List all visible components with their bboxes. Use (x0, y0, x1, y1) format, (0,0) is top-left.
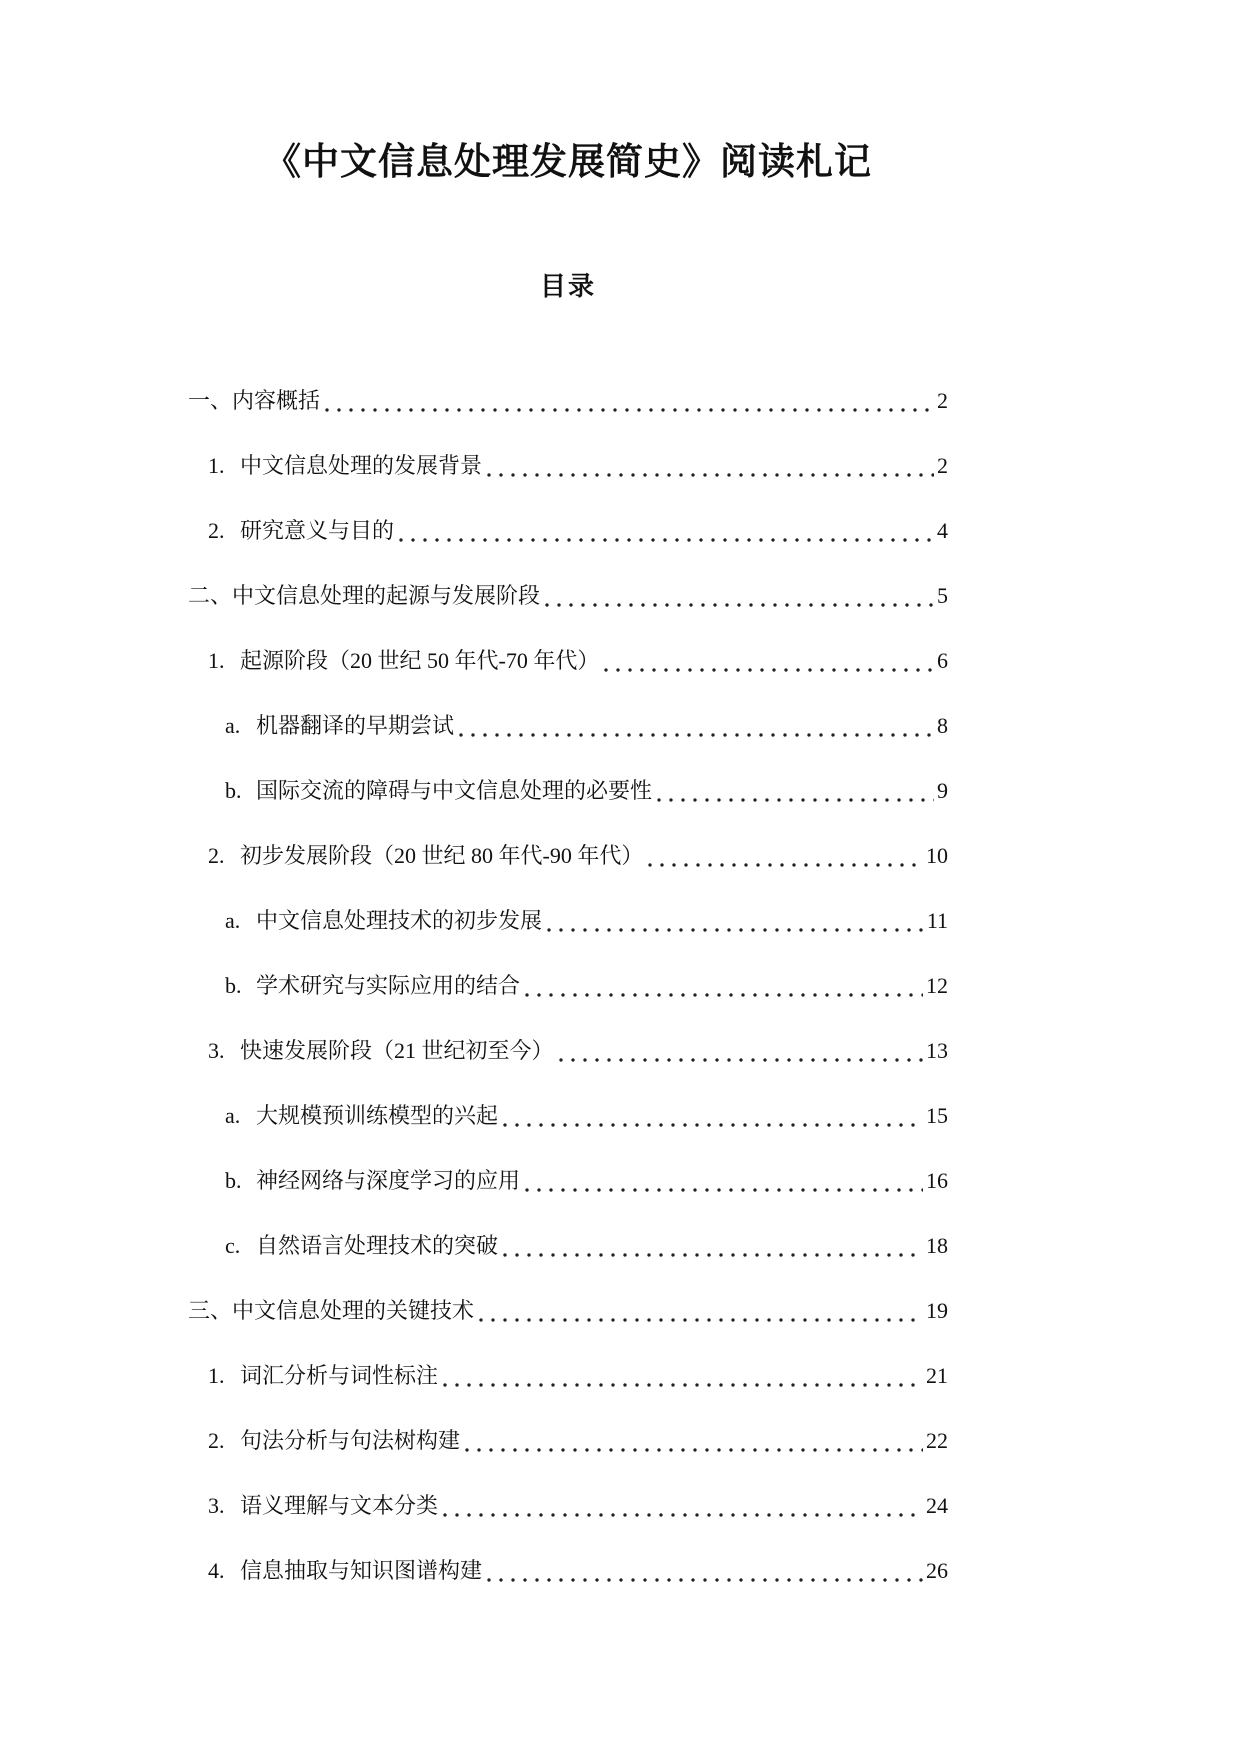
toc-entry-label: 2. (208, 1428, 225, 1453)
toc-entry-label: 2. (208, 843, 225, 868)
toc-entry-label: 一、 (188, 388, 233, 413)
toc-entry-text: 中文信息处理的发展背景 (240, 453, 483, 478)
toc-entry[interactable] (188, 1083, 948, 1148)
toc-page-number: 12 (926, 973, 948, 998)
toc-entry[interactable] (188, 1473, 948, 1538)
toc-entry-text: 句法分析与句法树构建 (240, 1428, 461, 1453)
toc-page-number: 13 (926, 1038, 948, 1063)
toc-entry-text: 学术研究与实际应用的结合 (256, 973, 521, 998)
toc-page-number: 8 (937, 713, 948, 738)
toc-page-number: 18 (926, 1233, 948, 1258)
toc-entry[interactable] (188, 368, 948, 433)
toc-entry[interactable] (188, 693, 948, 758)
toc-page-number: 26 (926, 1558, 948, 1583)
dot-leader (521, 1148, 923, 1213)
document-title: 《中文信息处理发展简史》阅读札记 (264, 142, 872, 183)
toc-entry-label: c. (225, 1233, 241, 1258)
toc-entry-label: a. (225, 1103, 241, 1128)
toc-entry-text: 机器翻译的早期尝试 (256, 713, 455, 738)
toc-entry-label: b. (225, 973, 242, 998)
toc-page-number: 6 (937, 648, 948, 673)
dot-leader (475, 1278, 923, 1343)
toc-entry[interactable] (188, 823, 948, 888)
toc-entry-text: 中文信息处理的起源与发展阶段 (232, 583, 541, 608)
toc-entry[interactable] (188, 1538, 948, 1603)
toc-entry[interactable] (188, 953, 948, 1018)
toc-page-number: 2 (937, 388, 948, 413)
toc-entry-text: 信息抽取与知识图谱构建 (240, 1558, 483, 1583)
toc-page-number: 19 (926, 1298, 948, 1323)
toc-page-number: 22 (926, 1428, 948, 1453)
toc-entry-label: 4. (208, 1558, 225, 1583)
dot-leader (461, 1408, 923, 1473)
toc-page-number: 15 (926, 1103, 948, 1128)
toc-entry-label: a. (225, 908, 241, 933)
dot-leader (439, 1473, 923, 1538)
dot-leader (499, 1083, 923, 1148)
toc-entry-label: 三、 (188, 1298, 233, 1323)
toc-page-number: 2 (937, 453, 948, 478)
toc-entry-label: 1. (208, 648, 225, 673)
toc-entry[interactable] (188, 628, 948, 693)
toc-entry-text: 中文信息处理的关键技术 (232, 1298, 475, 1323)
toc-entry-text: 中文信息处理技术的初步发展 (256, 908, 543, 933)
toc-entry-text: 国际交流的障碍与中文信息处理的必要性 (256, 778, 653, 803)
toc-page-number: 5 (937, 583, 948, 608)
toc-entry-label: 2. (208, 518, 225, 543)
dot-leader (395, 498, 934, 563)
toc-entry-text: 大规模预训练模型的兴起 (256, 1103, 499, 1128)
dot-leader (543, 888, 924, 953)
toc-entry[interactable] (188, 1343, 948, 1408)
toc-page-number: 16 (926, 1168, 948, 1193)
toc-entry[interactable] (188, 563, 948, 628)
toc-entry[interactable] (188, 1408, 948, 1473)
toc-entry-label: 二、 (188, 583, 233, 608)
toc-entry-text: 初步发展阶段（20 世纪 80 年代-90 年代） (240, 843, 644, 868)
toc-page-number: 4 (937, 518, 948, 543)
toc-entry-label: b. (225, 778, 242, 803)
toc-entry[interactable] (188, 1148, 948, 1213)
toc-entry[interactable] (188, 888, 948, 953)
dot-leader (483, 1538, 923, 1603)
toc-entry-text: 神经网络与深度学习的应用 (256, 1168, 521, 1193)
dot-leader (555, 1018, 923, 1083)
toc-entry-text: 快速发展阶段（21 世纪初至今） (240, 1038, 554, 1063)
toc-entry-label: b. (225, 1168, 242, 1193)
toc-entry-text: 词汇分析与词性标注 (240, 1363, 439, 1388)
dot-leader (439, 1343, 923, 1408)
toc-entry-label: 3. (208, 1493, 225, 1518)
toc-entry-label: 1. (208, 1363, 225, 1388)
dot-leader (521, 953, 923, 1018)
toc-page-number: 9 (937, 778, 948, 803)
dot-leader (321, 368, 934, 433)
toc-page-number: 10 (926, 843, 948, 868)
toc-entry-text: 内容概括 (232, 388, 321, 413)
dot-leader (483, 433, 934, 498)
toc-entry-text: 研究意义与目的 (240, 518, 395, 543)
toc-entry-label: 3. (208, 1038, 225, 1063)
dot-leader (499, 1213, 923, 1278)
toc-entry[interactable] (188, 433, 948, 498)
table-of-contents (188, 368, 948, 1603)
toc-entry[interactable] (188, 1213, 948, 1278)
dot-leader (600, 628, 934, 693)
toc-page-number: 11 (926, 908, 948, 933)
dot-leader (653, 758, 934, 823)
toc-entry[interactable] (188, 498, 948, 563)
toc-entry-label: a. (225, 713, 241, 738)
toc-entry-label: 1. (208, 453, 225, 478)
dot-leader (455, 693, 934, 758)
dot-leader (644, 823, 923, 888)
dot-leader (541, 563, 934, 628)
toc-entry[interactable] (188, 1278, 948, 1343)
toc-entry-text: 起源阶段（20 世纪 50 年代-70 年代） (240, 648, 600, 673)
toc-heading: 目录 (539, 272, 596, 301)
toc-entry-text: 语义理解与文本分类 (240, 1493, 439, 1518)
toc-entry[interactable] (188, 758, 948, 823)
toc-entry-text: 自然语言处理技术的突破 (256, 1233, 499, 1258)
toc-page-number: 24 (926, 1493, 948, 1518)
toc-page-number: 21 (926, 1363, 948, 1388)
toc-entry[interactable] (188, 1018, 948, 1083)
